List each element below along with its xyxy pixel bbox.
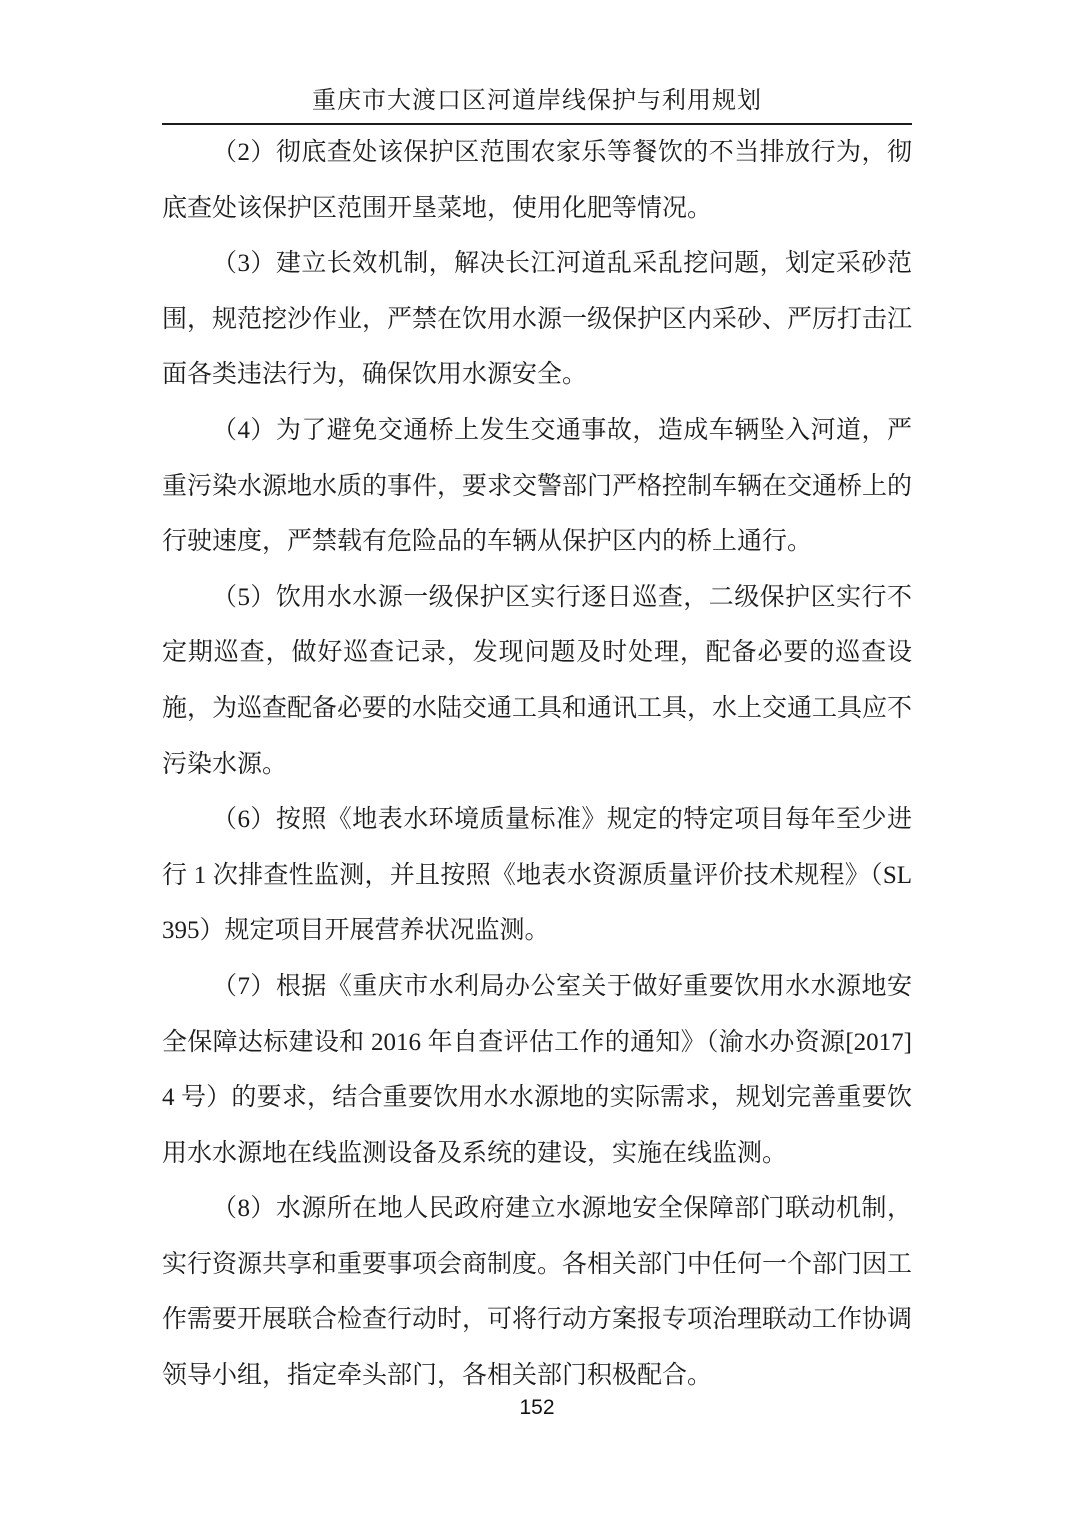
header-title: 重庆市大渡口区河道岸线保护与利用规划: [312, 88, 762, 114]
paragraph-4: （4）为了避免交通桥上发生交通事故，造成车辆坠入河道，严重污染水源地水质的事件，要求交警部门严格控制车辆在交通桥上的行驶速度，严禁载有危险品的车辆从保护区内的桥上通行。: [162, 416, 913, 556]
page-header: [162, 0, 912, 125]
page-number: 152: [519, 1396, 555, 1419]
paragraph-6: （6）按照《地表水环境质量标准》规定的特定项目每年至少进行 1 次排查性监测，并且按照《地表水资源质量评价技术规程》（SL395）规定项目开展营养状况监测。: [162, 806, 912, 945]
paragraph-2: （2）彻底查处该保护区范围农家乐等餐饮的不当排放行为，彻底查处该保护区范围开垦菜地，使用化肥等情况。: [162, 139, 912, 222]
paragraph-8: （8）水源所在地人民政府建立水源地安全保障部门联动机制，实行资源共享和重要事项会商制度。各相关部门中任何一个部门因工作需要开展联合检查行动时，可将行动方案报专项治理联动工作协调领导小组，指定牵头部门，各相关部门积极配合。: [162, 1195, 913, 1390]
paragraph-5: （5）饮用水水源一级保护区实行逐日巡查，二级保护区实行不定期巡查，做好巡查记录，发现问题及时处理，配备必要的巡查设施，为巡查配备必要的水陆交通工具和通讯工具，水上交通工具应不污染水源。: [162, 583, 913, 778]
document-body: [162, 125, 912, 1404]
page-footer: [0, 1395, 1074, 1421]
paragraph-7: （7）根据《重庆市水利局办公室关于做好重要饮用水水源地安全保障达标建设和 2016 年自查评估工作的通知》（渝水办资源[2017]4 号）的要求，结合重要饮用水水源地的实际需求，规划完善重要饮用水水源地在线监测设备及系统的建设，实施在线监测。: [162, 972, 912, 1167]
paragraph-3: （3）建立长效机制，解决长江河道乱采乱挖问题，划定采砂范围，规范挖沙作业，严禁在饮用水源一级保护区内采砂、严厉打击江面各类违法行为，确保饮用水源安全。: [162, 250, 913, 389]
